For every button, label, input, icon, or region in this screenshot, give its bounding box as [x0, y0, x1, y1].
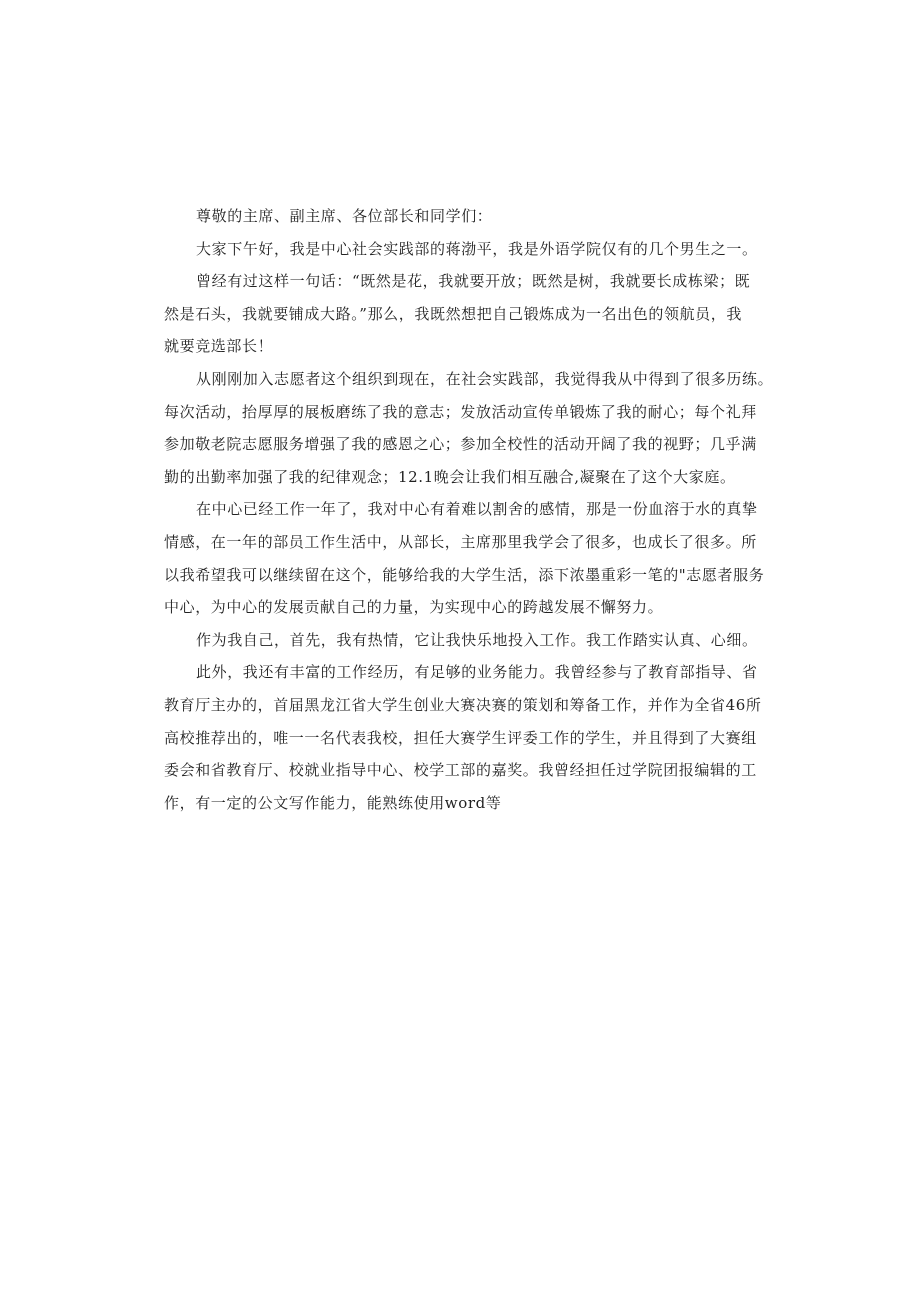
text-line: 就要竞选部长！ [164, 337, 274, 356]
text-line: 曾经有过这样一句话：“既然是花，我就要开放；既然是树，我就要长成栋梁；既 [196, 272, 751, 291]
speech-text-block [164, 200, 774, 819]
text-line: 高校推荐出的，唯一一名代表我校，担任大赛学生评委工作的学生，并且得到了大赛组 [164, 728, 757, 747]
text-line: 以我希望我可以继续留在这个，能够给我的大学生活，添下浓墨重彩一笔的"志愿者服务 [164, 565, 765, 584]
text-line: 大家下午好，我是中心社会实践部的蒋渤平，我是外语学院仅有的几个男生之一。 [196, 239, 758, 258]
text-line: 作为我自己，首先，我有热情，它让我快乐地投入工作。我工作踏实认真、心细。 [196, 630, 758, 649]
text-line: 此外，我还有丰富的工作经历，有足够的业务能力。我曾经参与了教育部指导、省 [196, 663, 758, 682]
text-line: 中心，为中心的发展贡献自己的力量，为实现中心的跨越发展不懈努力。 [164, 598, 664, 617]
text-line: 在中心已经工作一年了，我对中心有着难以割舍的感情，那是一份血溶于水的真挚 [196, 500, 758, 519]
text-line: 每次活动，抬厚厚的展板磨练了我的意志；发放活动宣传单锻炼了我的耐心；每个礼拜 [164, 402, 757, 421]
text-line: 然是石头，我就要铺成大路。”那么，我既然想把自己锻炼成为一名出色的领航员，我 [164, 304, 742, 323]
text-line: 委会和省教育厅、校就业指导中心、校学工部的嘉奖。我曾经担任过学院团报编辑的工 [164, 761, 757, 780]
text-line: 尊敬的主席、副主席、各位部长和同学们： [196, 207, 493, 225]
text-line: 从刚刚加入志愿者这个组织到现在，在社会实践部，我觉得我从中得到了很多历练。 [196, 369, 774, 388]
text-line: 参加敬老院志愿服务增强了我的感恩之心；参加全校性的活动开阔了我的视野；几乎满 [164, 435, 757, 454]
text-line: 情感，在一年的部员工作生活中，从部长，主席那里我学会了很多，也成长了很多。所 [164, 532, 757, 551]
text-line: 教育厅主办的，首届黑龙江省大学生创业大赛决赛的策划和筹备工作，并作为全省46所 [164, 695, 762, 714]
text-line: 作，有一定的公文写作能力，能熟练使用word等 [164, 793, 502, 812]
text-line: 勤的出勤率加强了我的纪律观念；12.1晚会让我们相互融合,凝聚在了这个大家庭。 [164, 467, 736, 486]
